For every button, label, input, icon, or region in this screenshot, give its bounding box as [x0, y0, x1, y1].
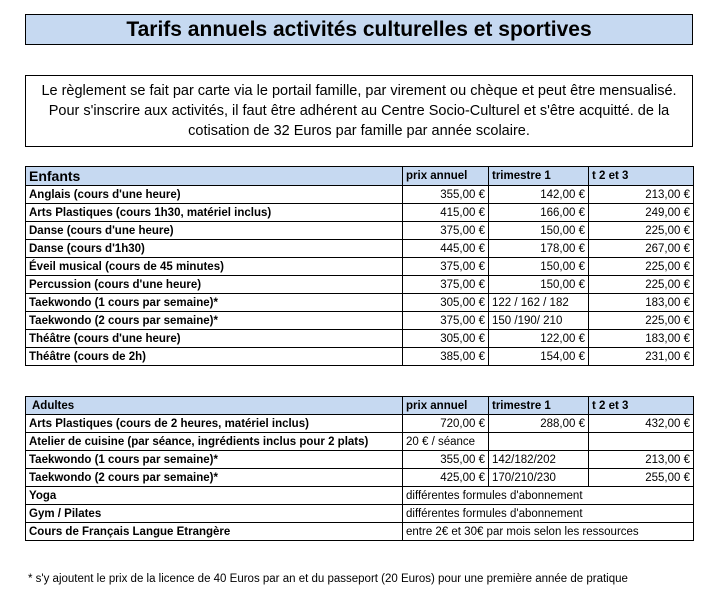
- annual-price: 375,00 €: [403, 312, 489, 330]
- activity-name: Théâtre (cours de 2h): [26, 348, 403, 366]
- header-terms-2-3: t 2 et 3: [589, 397, 694, 415]
- header-category: Adultes: [26, 397, 403, 415]
- table-row: [26, 451, 694, 469]
- table-row: [26, 469, 694, 487]
- header-term-1: trimestre 1: [489, 397, 589, 415]
- terms-2-3-price: 267,00 €: [589, 240, 694, 258]
- term-1-price: 122,00 €: [489, 330, 589, 348]
- terms-2-3-price: 183,00 €: [589, 294, 694, 312]
- footnote: [28, 573, 708, 585]
- page-title-text: Tarifs annuels activités culturelles et sportives: [126, 17, 592, 41]
- activity-name: Anglais (cours d'une heure): [26, 186, 403, 204]
- terms-2-3-price: [589, 433, 694, 451]
- terms-2-3-price: 225,00 €: [589, 276, 694, 294]
- terms-2-3-price: 183,00 €: [589, 330, 694, 348]
- adultes-table: [25, 396, 694, 541]
- activity-name: Cours de Français Langue Etrangère: [26, 523, 403, 541]
- footnote-text: * s'y ajoutent le prix de la licence de 40 Euros par an et du passeport (20 Euros) pour une première année de pratique: [28, 573, 628, 585]
- activity-name: Atelier de cuisine (par séance, ingrédients inclus pour 2 plats): [26, 433, 403, 451]
- enfants-table: [25, 166, 694, 366]
- terms-2-3-price: 225,00 €: [589, 258, 694, 276]
- annual-price: 415,00 €: [403, 204, 489, 222]
- table-row: [26, 330, 694, 348]
- adultes-header-row: [26, 397, 694, 415]
- term-1-price: 170/210/230: [489, 469, 589, 487]
- table-row: [26, 487, 694, 505]
- annual-price: 375,00 €: [403, 222, 489, 240]
- price-description: différentes formules d'abonnement: [403, 487, 694, 505]
- activity-name: Taekwondo (2 cours par semaine)*: [26, 312, 403, 330]
- table-row: [26, 415, 694, 433]
- term-1-price: 142,00 €: [489, 186, 589, 204]
- term-1-price: 150,00 €: [489, 258, 589, 276]
- annual-price: 385,00 €: [403, 348, 489, 366]
- term-1-price: 122 / 162 / 182: [489, 294, 589, 312]
- term-1-price: 150,00 €: [489, 276, 589, 294]
- annual-price: 20 € / séance: [403, 433, 489, 451]
- activity-name: Percussion (cours d'une heure): [26, 276, 403, 294]
- annual-price: 355,00 €: [403, 186, 489, 204]
- activity-name: Gym / Pilates: [26, 505, 403, 523]
- activity-name: Éveil musical (cours de 45 minutes): [26, 258, 403, 276]
- activity-name: Taekwondo (1 cours par semaine)*: [26, 451, 403, 469]
- table-row: [26, 204, 694, 222]
- header-annual-price: prix annuel: [403, 167, 489, 186]
- terms-2-3-price: 213,00 €: [589, 186, 694, 204]
- info-text: Le règlement se fait par carte via le portail famille, par virement ou chèque et peut être mensualisé. Pour s'inscrire aux activités, il faut être adhérent au Centre Socio-Culturel et s'être acquitté. de la cotisation de 32 Euros par famille par année scolaire.: [41, 83, 677, 139]
- activity-name: Danse (cours d'1h30): [26, 240, 403, 258]
- info-box: [25, 75, 693, 147]
- price-description: différentes formules d'abonnement: [403, 505, 694, 523]
- term-1-price: 150 /190/ 210: [489, 312, 589, 330]
- header-category: Enfants: [26, 167, 403, 186]
- terms-2-3-price: 255,00 €: [589, 469, 694, 487]
- table-row: [26, 348, 694, 366]
- enfants-table-body: [26, 167, 694, 366]
- term-1-price: 288,00 €: [489, 415, 589, 433]
- table-row: [26, 186, 694, 204]
- annual-price: 445,00 €: [403, 240, 489, 258]
- terms-2-3-price: 225,00 €: [589, 222, 694, 240]
- activity-name: Théâtre (cours d'une heure): [26, 330, 403, 348]
- annual-price: 375,00 €: [403, 276, 489, 294]
- terms-2-3-price: 432,00 €: [589, 415, 694, 433]
- annual-price: 425,00 €: [403, 469, 489, 487]
- annual-price: 305,00 €: [403, 294, 489, 312]
- terms-2-3-price: 231,00 €: [589, 348, 694, 366]
- page-title: [25, 14, 693, 45]
- price-description: entre 2€ et 30€ par mois selon les ressources: [403, 523, 694, 541]
- activity-name: Taekwondo (1 cours par semaine)*: [26, 294, 403, 312]
- enfants-header-row: [26, 167, 694, 186]
- table-row: [26, 258, 694, 276]
- terms-2-3-price: 225,00 €: [589, 312, 694, 330]
- term-1-price: 178,00 €: [489, 240, 589, 258]
- terms-2-3-price: 249,00 €: [589, 204, 694, 222]
- activity-name: Taekwondo (2 cours par semaine)*: [26, 469, 403, 487]
- table-row: [26, 294, 694, 312]
- header-term-1: trimestre 1: [489, 167, 589, 186]
- activity-name: Yoga: [26, 487, 403, 505]
- table-row: [26, 505, 694, 523]
- table-row: [26, 523, 694, 541]
- table-row: [26, 276, 694, 294]
- table-row: [26, 240, 694, 258]
- adultes-table-body: [26, 397, 694, 541]
- table-row: [26, 222, 694, 240]
- term-1-price: 142/182/202: [489, 451, 589, 469]
- term-1-price: 150,00 €: [489, 222, 589, 240]
- term-1-price: 166,00 €: [489, 204, 589, 222]
- term-1-price: [489, 433, 589, 451]
- header-annual-price: prix annuel: [403, 397, 489, 415]
- header-terms-2-3: t 2 et 3: [589, 167, 694, 186]
- annual-price: 375,00 €: [403, 258, 489, 276]
- table-row: [26, 312, 694, 330]
- terms-2-3-price: 213,00 €: [589, 451, 694, 469]
- annual-price: 355,00 €: [403, 451, 489, 469]
- activity-name: Arts Plastiques (cours 1h30, matériel inclus): [26, 204, 403, 222]
- activity-name: Arts Plastiques (cours de 2 heures, matériel inclus): [26, 415, 403, 433]
- annual-price: 305,00 €: [403, 330, 489, 348]
- activity-name: Danse (cours d'une heure): [26, 222, 403, 240]
- annual-price: 720,00 €: [403, 415, 489, 433]
- term-1-price: 154,00 €: [489, 348, 589, 366]
- table-row: [26, 433, 694, 451]
